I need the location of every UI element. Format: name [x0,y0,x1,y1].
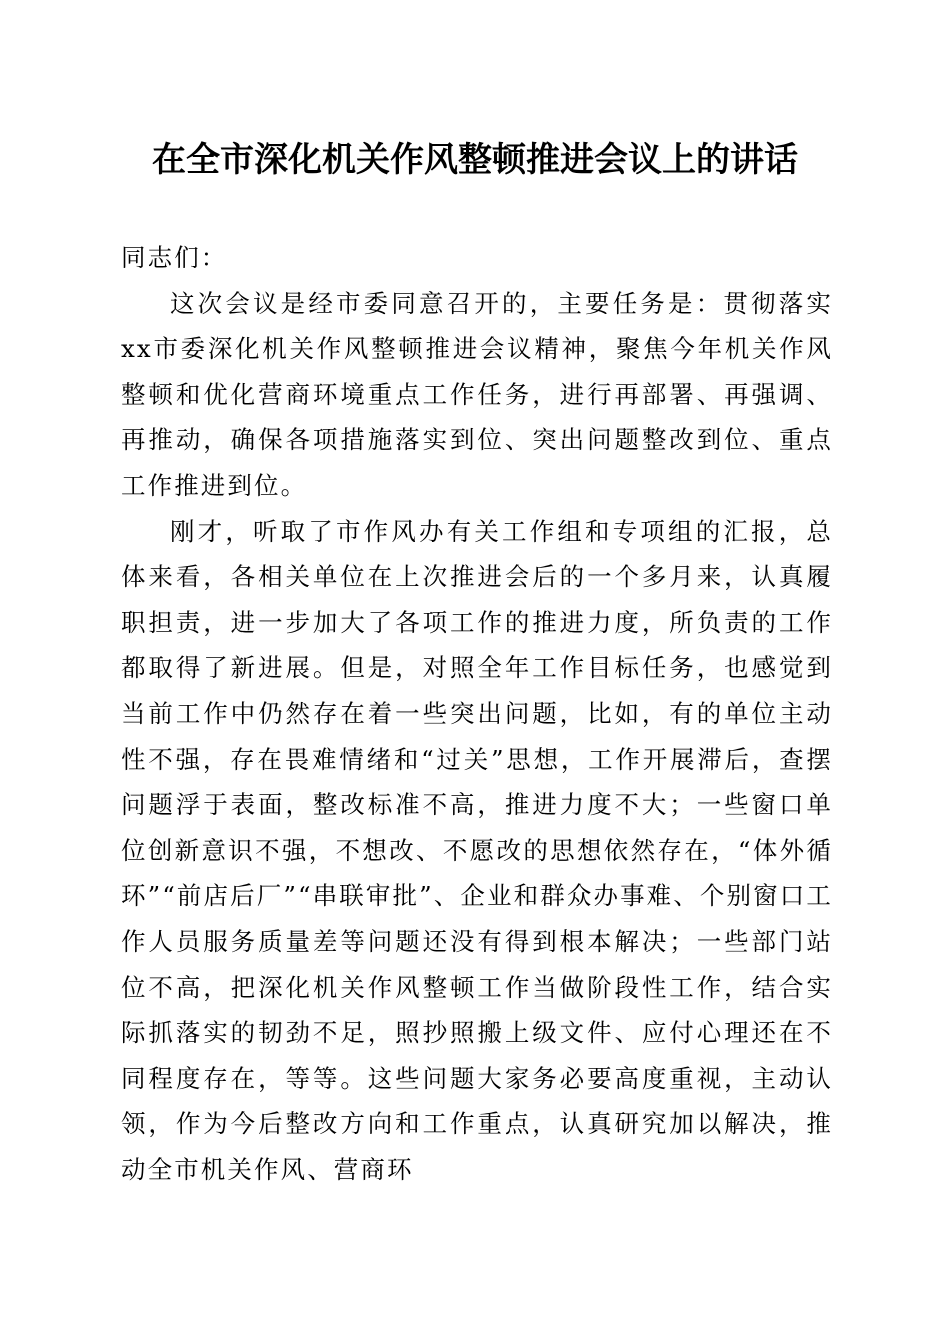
salutation: 同志们： [121,243,228,272]
paragraph-1: 这次会议是经市委同意召开的，主要任务是：贯彻落实xx市委深化机关作风整顿推进会议精神，聚焦今年机关作风整顿和优化营商环境重点工作任务，进行再部署、再强调、再推动，确保各项措施落实到位、突出问题整改到位、重点工作推进到位。 [121,288,833,500]
document-body [121,235,833,1192]
document-title: 在全市深化机关作风整顿推进会议上的讲话 [152,140,798,180]
paragraph-2: 刚才，听取了市作风办有关工作组和专项组的汇报，总体来看，各相关单位在上次推进会后的一个多月来，认真履职担责，进一步加大了各项工作的推进力度，所负责的工作都取得了新进展。但是，对照全年工作目标任务，也感觉到当前工作中仍然存在着一些突出问题，比如，有的单位主动性不强，存在畏难情绪和“过关”思想，工作开展滞后，查摆问题浮于表面，整改标准不高，推进力度不大；一些窗口单位创新意识不强，不想改、不愿改的思想依然存在，“体外循环”“前店后厂”“串联审批”、企业和群众办事难、个别窗口工作人员服务质量差等问题还没有得到根本解决；一些部门站位不高，把深化机关作风整顿工作当做阶段性工作，结合实际抓落实的韧劲不足，照抄照搬上级文件、应付心理还在不同程度存在，等等。这些问题大家务必要高度重视，主动认领，作为今后整改方向和工作重点，认真研究加以解决，推动全市机关作风、营商环 [121,516,833,1184]
